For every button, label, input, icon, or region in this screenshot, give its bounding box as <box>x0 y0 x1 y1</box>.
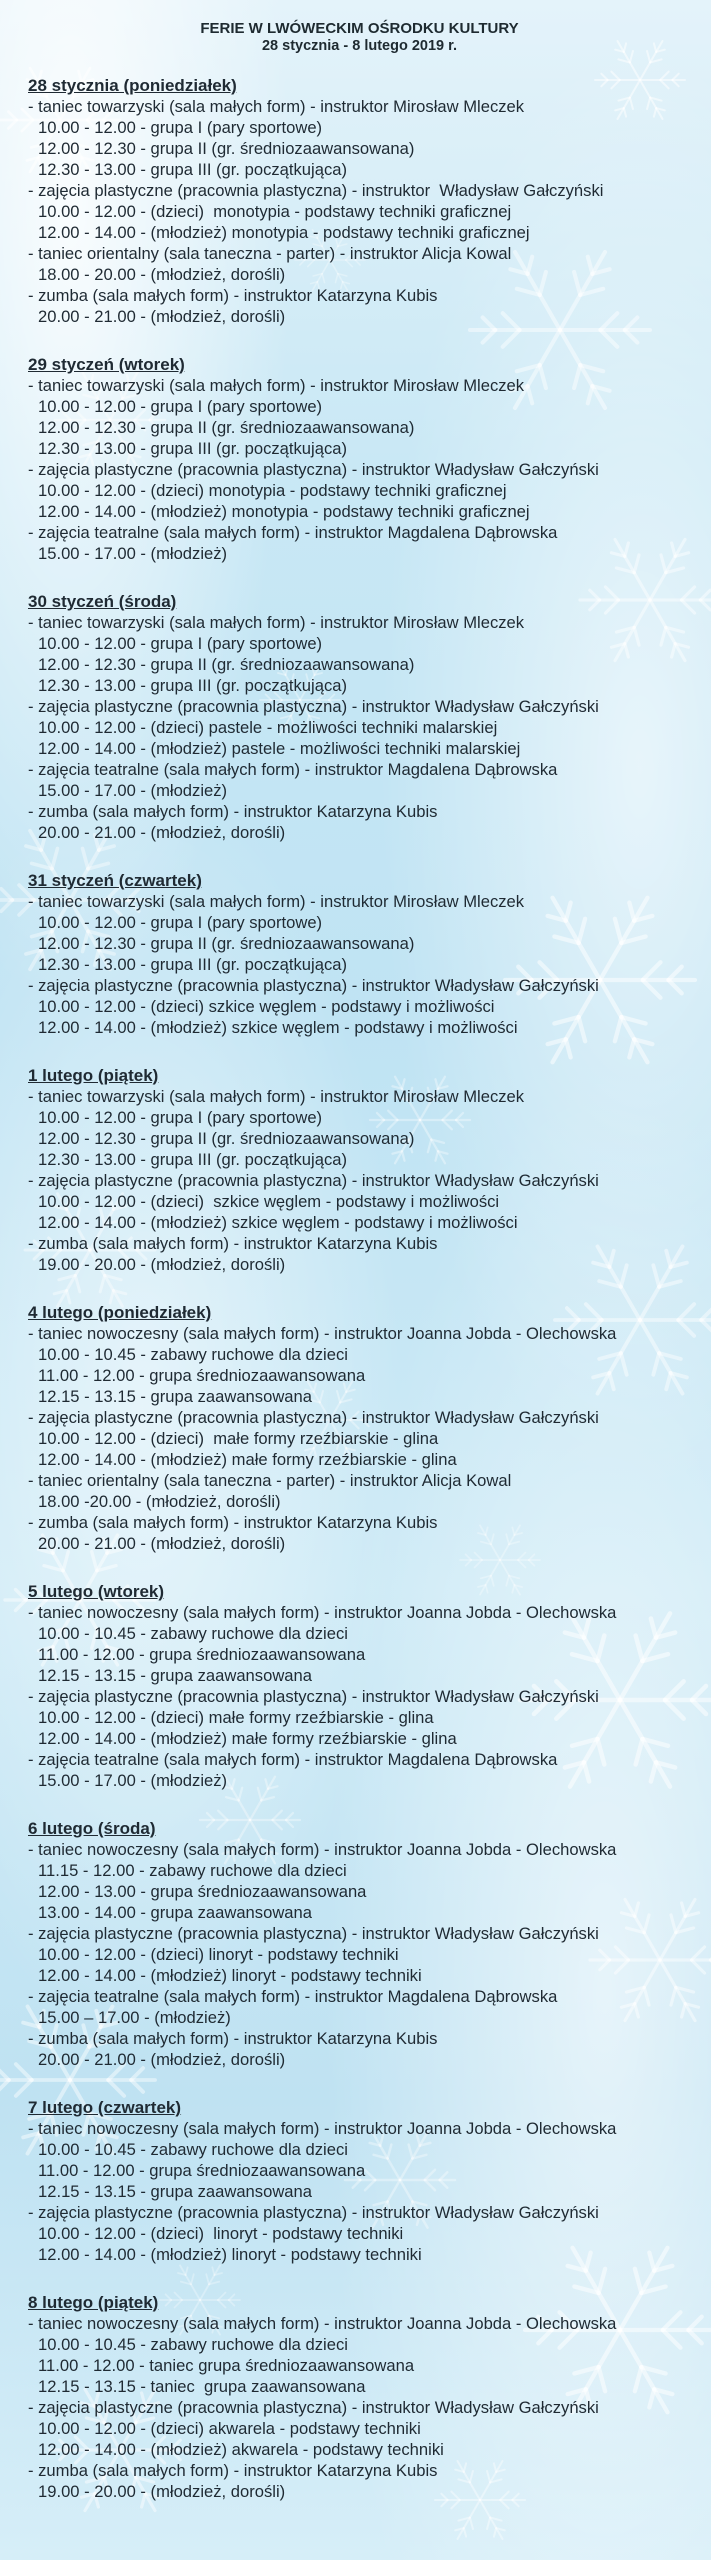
activity-line: - zumba (sala małych form) - instruktor Katarzyna Kubis <box>28 2029 438 2048</box>
time-slot-line: 12.30 - 13.00 - grupa III (gr. początkująca) <box>38 439 348 458</box>
activity-line: - zajęcia plastyczne (pracownia plastyczna) - instruktor Władysław Gałczyński <box>28 2203 599 2222</box>
activity-line: - zajęcia plastyczne (pracownia plastyczna) - instruktor Władysław Gałczyński <box>28 1924 599 1943</box>
day-heading: 5 lutego (wtorek) <box>28 1582 165 1601</box>
activity-line: - zajęcia plastyczne (pracownia plastyczna) - instruktor Władysław Gałczyński <box>28 2398 599 2417</box>
time-slot-line: 20.00 - 21.00 - (młodzież, dorośli) <box>38 823 286 842</box>
activity-line: - taniec towarzyski (sala małych form) - instruktor Mirosław Mleczek <box>28 1087 525 1106</box>
poster-title: FERIE W LWÓWECKIM OŚRODKU KULTURY <box>200 20 519 37</box>
time-slot-line: 20.00 - 21.00 - (młodzież, dorośli) <box>38 2050 286 2069</box>
day-section <box>28 591 691 843</box>
time-slot-line: 10.00 - 12.00 - (dzieci) akwarela - podstawy techniki <box>38 2419 421 2438</box>
time-slot-line: 11.00 - 12.00 - grupa średniozaawansowana <box>38 1645 366 1664</box>
time-slot-line: 10.00 - 12.00 - grupa I (pary sportowe) <box>38 1108 323 1127</box>
activity-line: - zajęcia plastyczne (pracownia plastyczna) - instruktor Władysław Gałczyński <box>28 181 604 200</box>
day-heading: 1 lutego (piątek) <box>28 1066 159 1085</box>
time-slot-line: 12.00 - 14.00 - (młodzież) szkice węglem - podstawy i możliwości <box>38 1018 518 1037</box>
time-slot-line: 11.15 - 12.00 - zabawy ruchowe dla dzieci <box>38 1861 347 1880</box>
time-slot-line: 12.00 - 12.30 - grupa II (gr. średniozaawansowana) <box>38 418 415 437</box>
time-slot-line: 11.00 - 12.00 - grupa średniozaawansowana <box>38 1366 366 1385</box>
time-slot-line: 10.00 - 10.45 - zabawy ruchowe dla dzieci <box>38 1624 348 1643</box>
time-slot-line: 10.00 - 12.00 - (dzieci) linoryt - podstawy techniki <box>38 1945 399 1964</box>
time-slot-line: 10.00 - 12.00 - grupa I (pary sportowe) <box>38 634 323 653</box>
activity-line: - zajęcia plastyczne (pracownia plastyczna) - instruktor Władysław Gałczyński <box>28 1687 599 1706</box>
day-section <box>28 1818 691 2070</box>
activity-line: - taniec orientalny (sala taneczna - parter) - instruktor Alicja Kowal <box>28 244 512 263</box>
time-slot-line: 12.00 - 12.30 - grupa II (gr. średniozaawansowana) <box>38 655 415 674</box>
activity-line: - zajęcia plastyczne (pracownia plastyczna) - instruktor Władysław Gałczyński <box>28 1171 599 1190</box>
time-slot-line: 10.00 - 12.00 - grupa I (pary sportowe) <box>38 397 323 416</box>
day-section <box>28 870 691 1038</box>
time-slot-line: 12.00 - 14.00 - (młodzież) akwarela - podstawy techniki <box>38 2440 444 2459</box>
day-section <box>28 1302 691 1554</box>
time-slot-line: 12.00 - 12.30 - grupa II (gr. średniozaawansowana) <box>38 1129 415 1148</box>
day-heading: 6 lutego (środa) <box>28 1819 156 1838</box>
activity-line: - zajęcia teatralne (sala małych form) - instruktor Magdalena Dąbrowska <box>28 523 558 542</box>
activity-line: - zajęcia plastyczne (pracownia plastyczna) - instruktor Władysław Gałczyński <box>28 976 599 995</box>
time-slot-line: 12.00 - 12.30 - grupa II (gr. średniozaawansowana) <box>38 139 415 158</box>
activity-line: - zumba (sala małych form) - instruktor Katarzyna Kubis <box>28 2461 438 2480</box>
activity-line: - zajęcia plastyczne (pracownia plastyczna) - instruktor Władysław Gałczyński <box>28 1408 599 1427</box>
time-slot-line: 10.00 - 12.00 - grupa I (pary sportowe) <box>38 118 323 137</box>
time-slot-line: 20.00 - 21.00 - (młodzież, dorośli) <box>38 1534 286 1553</box>
day-list <box>28 75 691 2502</box>
time-slot-line: 11.00 - 12.00 - taniec grupa średniozaawansowana <box>38 2356 415 2375</box>
day-section <box>28 1065 691 1275</box>
time-slot-line: 15.00 - 17.00 - (młodzież) <box>38 781 228 800</box>
activity-line: - zumba (sala małych form) - instruktor Katarzyna Kubis <box>28 1513 438 1532</box>
activity-line: - taniec nowoczesny (sala małych form) - instruktor Joanna Jobda - Olechowska <box>28 2119 617 2138</box>
time-slot-line: 12.00 - 14.00 - (młodzież) szkice węglem - podstawy i możliwości <box>38 1213 518 1232</box>
day-heading: 31 styczeń (czwartek) <box>28 871 202 890</box>
time-slot-line: 12.00 - 13.00 - grupa średniozaawansowana <box>38 1882 367 1901</box>
time-slot-line: 12.30 - 13.00 - grupa III (gr. początkująca) <box>38 955 348 974</box>
time-slot-line: 18.00 -20.00 - (młodzież, dorośli) <box>38 1492 281 1511</box>
day-heading: 4 lutego (poniedziałek) <box>28 1303 212 1322</box>
day-section <box>28 75 691 327</box>
activity-line: - zajęcia teatralne (sala małych form) - instruktor Magdalena Dąbrowska <box>28 1987 558 2006</box>
time-slot-line: 10.00 - 12.00 - (dzieci) szkice węglem - podstawy i możliwości <box>38 997 495 1016</box>
time-slot-line: 13.00 - 14.00 - grupa zaawansowana <box>38 1903 312 1922</box>
time-slot-line: 11.00 - 12.00 - grupa średniozaawansowana <box>38 2161 366 2180</box>
time-slot-line: 12.30 - 13.00 - grupa III (gr. początkująca) <box>38 1150 348 1169</box>
time-slot-line: 15.00 - 17.00 - (młodzież) <box>38 1771 228 1790</box>
time-slot-line: 12.00 - 12.30 - grupa II (gr. średniozaawansowana) <box>38 934 415 953</box>
activity-line: - taniec towarzyski (sala małych form) - instruktor Mirosław Mleczek <box>28 892 525 911</box>
activity-line: - zumba (sala małych form) - instruktor Katarzyna Kubis <box>28 286 438 305</box>
time-slot-line: 10.00 - 10.45 - zabawy ruchowe dla dzieci <box>38 1345 348 1364</box>
activity-line: - taniec towarzyski (sala małych form) - instruktor Mirosław Mleczek <box>28 613 525 632</box>
time-slot-line: 20.00 - 21.00 - (młodzież, dorośli) <box>38 307 286 326</box>
activity-line: - zajęcia plastyczne (pracownia plastyczna) - instruktor Władysław Gałczyński <box>28 460 599 479</box>
activity-line: - zajęcia teatralne (sala małych form) - instruktor Magdalena Dąbrowska <box>28 1750 558 1769</box>
time-slot-line: 10.00 - 12.00 - (dzieci) małe formy rzeźbiarskie - glina <box>38 1708 434 1727</box>
activity-line: - zumba (sala małych form) - instruktor Katarzyna Kubis <box>28 802 438 821</box>
time-slot-line: 10.00 - 12.00 - (dzieci) pastele - możliwości techniki malarskiej <box>38 718 498 737</box>
day-heading: 28 stycznia (poniedziałek) <box>28 76 237 95</box>
time-slot-line: 10.00 - 12.00 - grupa I (pary sportowe) <box>38 913 323 932</box>
time-slot-line: 10.00 - 12.00 - (dzieci) monotypia - podstawy techniki graficznej <box>38 202 512 221</box>
day-section <box>28 2097 691 2265</box>
time-slot-line: 12.00 - 14.00 - (młodzież) monotypia - podstawy techniki graficznej <box>38 223 530 242</box>
activity-line: - taniec nowoczesny (sala małych form) - instruktor Joanna Jobda - Olechowska <box>28 1840 617 1859</box>
time-slot-line: 18.00 - 20.00 - (młodzież, dorośli) <box>38 265 286 284</box>
time-slot-line: 12.15 - 13.15 - grupa zaawansowana <box>38 2182 312 2201</box>
poster-date-range: 28 stycznia - 8 lutego 2019 r. <box>261 38 458 54</box>
time-slot-line: 12.15 - 13.15 - taniec grupa zaawansowana <box>38 2377 366 2396</box>
day-section <box>28 2292 691 2502</box>
time-slot-line: 19.00 - 20.00 - (młodzież, dorośli) <box>38 2482 286 2501</box>
time-slot-line: 15.00 - 17.00 - (młodzież) <box>38 544 228 563</box>
poster-header <box>28 20 691 55</box>
time-slot-line: 12.00 - 14.00 - (młodzież) linoryt - podstawy techniki <box>38 2245 422 2264</box>
time-slot-line: 15.00 – 17.00 - (młodzież) <box>38 2008 231 2027</box>
time-slot-line: 12.30 - 13.00 - grupa III (gr. początkująca) <box>38 160 348 179</box>
time-slot-line: 12.15 - 13.15 - grupa zaawansowana <box>38 1387 312 1406</box>
time-slot-line: 19.00 - 20.00 - (młodzież, dorośli) <box>38 1255 286 1274</box>
time-slot-line: 12.00 - 14.00 - (młodzież) pastele - możliwości techniki malarskiej <box>38 739 521 758</box>
time-slot-line: 12.15 - 13.15 - grupa zaawansowana <box>38 1666 312 1685</box>
activity-line: - zumba (sala małych form) - instruktor Katarzyna Kubis <box>28 1234 438 1253</box>
time-slot-line: 12.30 - 13.00 - grupa III (gr. początkująca) <box>38 676 348 695</box>
time-slot-line: 10.00 - 12.00 - (dzieci) monotypia - podstawy techniki graficznej <box>38 481 507 500</box>
activity-line: - zajęcia teatralne (sala małych form) - instruktor Magdalena Dąbrowska <box>28 760 558 779</box>
time-slot-line: 12.00 - 14.00 - (młodzież) małe formy rzeźbiarskie - glina <box>38 1729 457 1748</box>
activity-line: - zajęcia plastyczne (pracownia plastyczna) - instruktor Władysław Gałczyński <box>28 697 599 716</box>
activity-line: - taniec towarzyski (sala małych form) - instruktor Mirosław Mleczek <box>28 97 525 116</box>
time-slot-line: 10.00 - 10.45 - zabawy ruchowe dla dzieci <box>38 2140 348 2159</box>
time-slot-line: 10.00 - 12.00 - (dzieci) linoryt - podstawy techniki <box>38 2224 404 2243</box>
activity-line: - taniec nowoczesny (sala małych form) - instruktor Joanna Jobda - Olechowska <box>28 1603 617 1622</box>
time-slot-line: 12.00 - 14.00 - (młodzież) małe formy rzeźbiarskie - glina <box>38 1450 457 1469</box>
activity-line: - taniec nowoczesny (sala małych form) - instruktor Joanna Jobda - Olechowska <box>28 2314 617 2333</box>
activity-line: - taniec towarzyski (sala małych form) - instruktor Mirosław Mleczek <box>28 376 525 395</box>
time-slot-line: 12.00 - 14.00 - (młodzież) monotypia - podstawy techniki graficznej <box>38 502 530 521</box>
day-heading: 29 styczeń (wtorek) <box>28 355 185 374</box>
time-slot-line: 12.00 - 14.00 - (młodzież) linoryt - podstawy techniki <box>38 1966 422 1985</box>
activity-line: - taniec orientalny (sala taneczna - parter) - instruktor Alicja Kowal <box>28 1471 512 1490</box>
day-heading: 30 styczeń (środa) <box>28 592 177 611</box>
day-section <box>28 354 691 564</box>
time-slot-line: 10.00 - 12.00 - (dzieci) szkice węglem - podstawy i możliwości <box>38 1192 500 1211</box>
day-section <box>28 1581 691 1791</box>
day-heading: 7 lutego (czwartek) <box>28 2098 182 2117</box>
time-slot-line: 10.00 - 10.45 - zabawy ruchowe dla dzieci <box>38 2335 348 2354</box>
activity-line: - taniec nowoczesny (sala małych form) - instruktor Joanna Jobda - Olechowska <box>28 1324 617 1343</box>
day-heading: 8 lutego (piątek) <box>28 2293 159 2312</box>
time-slot-line: 10.00 - 12.00 - (dzieci) małe formy rzeźbiarskie - glina <box>38 1429 439 1448</box>
